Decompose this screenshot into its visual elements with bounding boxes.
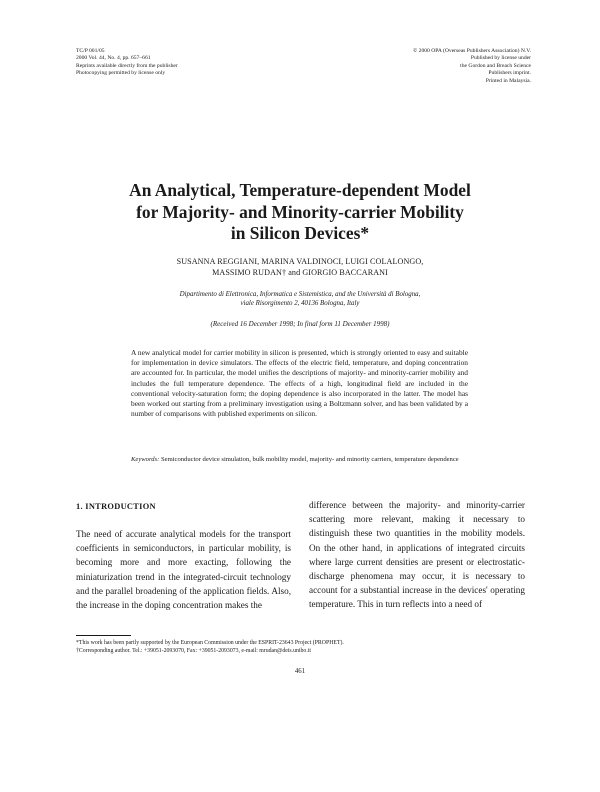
section-heading: 1. INTRODUCTION (76, 502, 156, 511)
footnote: †Corresponding author. Tel.: +39051-2093070, Fax: +39051-2093073, e-mail: mrudan@deis.unibo.it (76, 648, 312, 655)
affiliation-line: Dipartimento di Elettronica, Informatica e Sistemistica, and the Università di Bologna, (179, 291, 421, 298)
journal-info (76, 48, 178, 78)
journal-info-line: Reprints available directly from the publisher (76, 62, 178, 69)
author-line: SUSANNA REGGIANI, MARINA VALDINOCI, LUIGI COLALONGO, (176, 257, 424, 266)
page-number: 461 (294, 668, 306, 675)
author-line: MASSIMO RUDAN† and GIORGIO BACCARANI (212, 268, 388, 277)
journal-info-line: TC/P 001/05 (76, 48, 105, 54)
abstract: A new analytical model for carrier mobility in silicon is presented, which is strongly oriented to easy and suitable for implementation in device simulators. The effects of the electric field, temperature, and doping concentration are accounted for. In particular, the model unifies the descriptions of majority- and minority-carrier mobility and includes the full temperature dependence. The effects of a high, longitudinal field are included in the conventional velocity-saturation form; the doping dependence is also incorporated in the latter. The model has been worked out starting from a preliminary investigation using a Boltzmann solver, and has been validated by a number of comparisons with published experiments on silicon. (131, 348, 468, 419)
publisher-info (413, 48, 531, 85)
keywords (131, 455, 468, 464)
footnote-divider (76, 635, 131, 636)
title-line: in Silicon Devices* (230, 223, 370, 243)
journal-info-line: Photocopying permitted by license only (76, 70, 166, 77)
title-line: for Majority- and Minority-carrier Mobility (136, 201, 464, 222)
received-date: (Received 16 December 1998; In final form 11 December 1998) (210, 320, 390, 328)
publisher-info-line: © 2000 OPA (Overseas Publishers Association) N.V. (413, 48, 531, 54)
publisher-info-line: Publishers imprint. (488, 70, 531, 77)
publisher-info-line: Published by license under (470, 55, 531, 62)
keywords-text: Semiconductor device simulation, bulk mobility model, majority- and minority carriers, temperature dependence (159, 456, 459, 463)
journal-info-line: 2000 Vol. 44, No. 4, pp. 657–661 (76, 55, 151, 62)
body-column-left: The need of accurate analytical models for the transport coefficients in semiconductors, in particular mobility, is becoming more and more exacting, following the miniaturization trend in the integrated-circuit technology and the parallel broadening of the application fields. Also, the increase in the doping concentration makes the (76, 529, 291, 611)
affiliation (0, 290, 600, 308)
footnote: *This work has been partly supported by the European Commission under the ESPRIT-23643 Project (PROPHET). (76, 640, 344, 646)
affiliation-line: viale Risorgimento 2, 40136 Bologna, Italy (240, 300, 360, 308)
body-column-right: difference between the majority- and minority-carrier scattering more relevant, making it necessary to distinguish these two quantities in the mobility models. On the other hand, in applications of integrated circuits where large current densities are present or electrostatic-discharge phenomena may occur, it is necessary to account for a substantial increase in the devices' operating temperature. This in turn reflects into a need of (309, 500, 525, 610)
keywords-label: Keywords: (131, 456, 160, 463)
title-line: An Analytical, Temperature-dependent Model (129, 180, 471, 200)
paper-title (0, 180, 600, 245)
publisher-info-line: the Gordon and Breach Science (460, 62, 531, 69)
author-list (0, 256, 600, 278)
publisher-info-line: Printed in Malaysia. (485, 77, 531, 84)
footnotes (76, 639, 526, 655)
